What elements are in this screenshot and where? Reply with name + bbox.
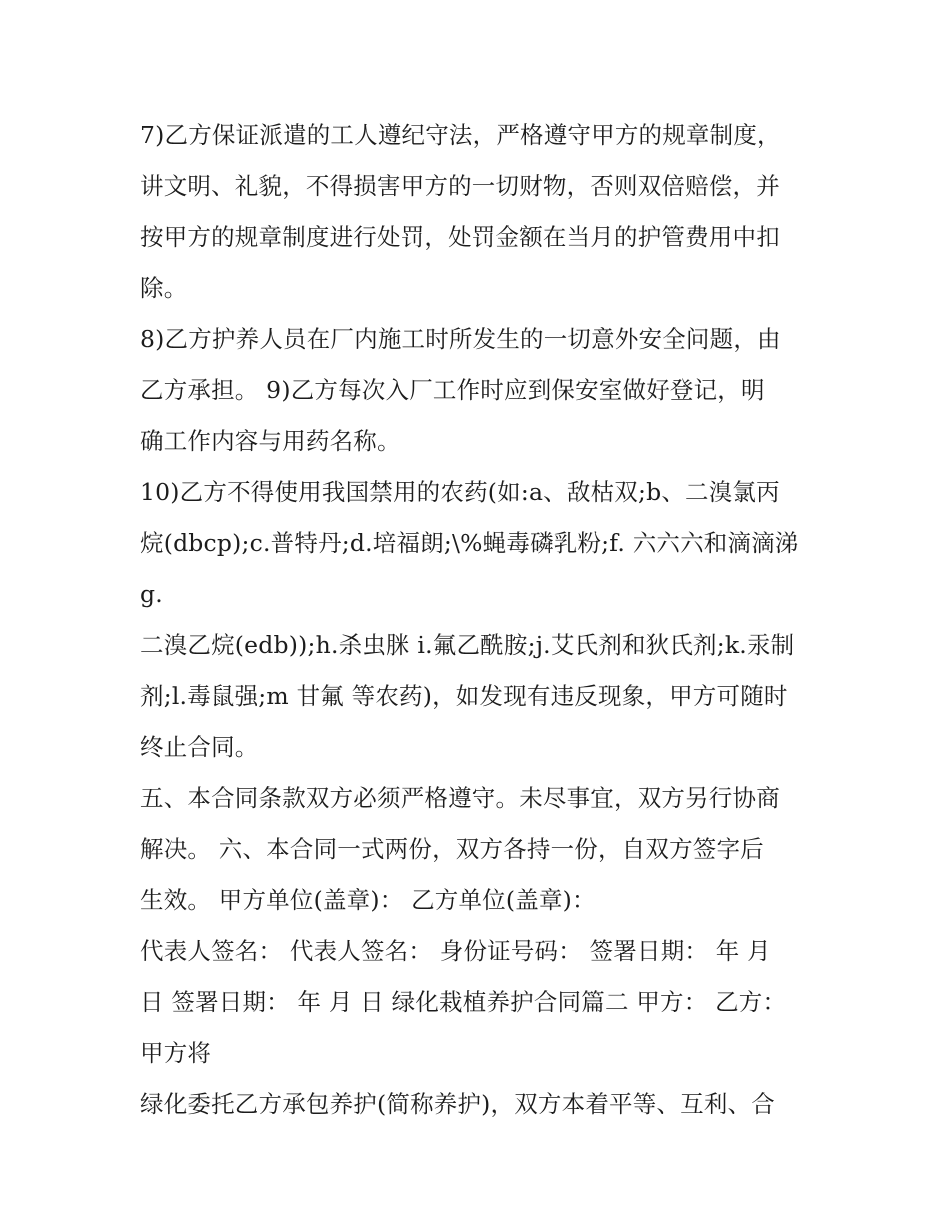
text-line: 烷(dbcp);c.普特丹;d.培福朗;\%蝇毒磷乳粉;f. 六六六和滴滴涕 [140, 529, 799, 557]
text-line: 解决。 六、本合同一式两份，双方各持一份，自双方签字后 [140, 835, 764, 863]
text-line: 二溴乙烷(edb));h.杀虫脒 i.氟乙酰胺;j.艾氏剂和狄氏剂;k.汞制 [140, 631, 795, 659]
text-line: 讲文明、礼貌，不得损害甲方的一切财物，否则双倍赔偿，并 [140, 172, 780, 200]
text-line: 乙方承担。 9)乙方每次入厂工作时应到保安室做好登记，明 [140, 376, 765, 404]
text-line: g. [140, 580, 163, 608]
text-line: 7)乙方保证派遣的工人遵纪守法，严格遵守甲方的规章制度， [140, 121, 781, 149]
text-line: 剂;l.毒鼠强;m 甘氟 等农药)，如发现有违反现象，甲方可随时 [140, 682, 788, 710]
text-line: 日 签署日期： 年 月 日 绿化栽植养护合同篇二 甲方： 乙方： [140, 988, 787, 1016]
text-line: 除。 [140, 274, 188, 302]
text-line: 按甲方的规章制度进行处罚，处罚金额在当月的护管费用中扣 [140, 223, 780, 251]
text-line: 生效。 甲方单位(盖章)： 乙方单位(盖章)： [140, 886, 596, 914]
text-line: 五、本合同条款双方必须严格遵守。未尽事宜，双方另行协商 [140, 784, 780, 812]
text-line: 代表人签名： 代表人签名： 身份证号码： 签署日期： 年 月 [140, 937, 771, 965]
text-line: 终止合同。 [140, 733, 259, 761]
text-line: 甲方将 [140, 1039, 212, 1067]
text-line: 确工作内容与用药名称。 [140, 427, 401, 455]
text-line: 8)乙方护养人员在厂内施工时所发生的一切意外安全问题，由 [140, 325, 781, 353]
contract-text [140, 110, 820, 1130]
text-line: 10)乙方不得使用我国禁用的农药(如:a、敌枯双;b、二溴氯丙 [140, 478, 780, 506]
text-line: 绿化委托乙方承包养护(简称养护)，双方本着平等、互利、合 [140, 1090, 775, 1118]
